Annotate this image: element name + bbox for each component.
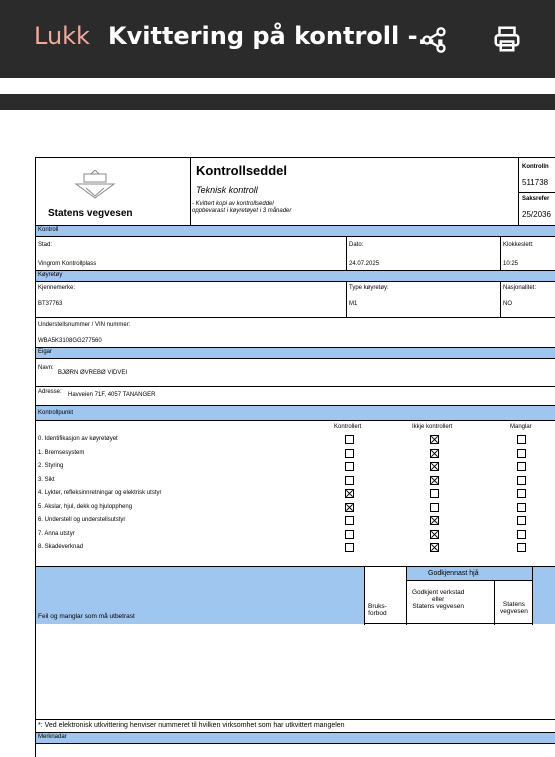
- kontrollpunkt-label: 6. Understell og understellsutstyr: [38, 517, 126, 523]
- print-icon[interactable]: [492, 24, 522, 54]
- kjennemerke-label: Kjennemerke:: [38, 285, 76, 291]
- checkbox-manglar: [517, 516, 526, 525]
- checkbox-manglar: [517, 489, 526, 498]
- section-kontrollpunkt: [36, 406, 555, 421]
- footnote-row: [36, 720, 555, 733]
- kontrollpunkt-label: 7. Anna utstyr: [38, 530, 75, 537]
- vin-label: Understellsnummer / VIN nummer:: [38, 322, 131, 328]
- saksreferanse-label: Saksrefer: [522, 196, 550, 202]
- section-kontroll-title: Kontroll: [38, 227, 59, 233]
- col-manglar: Manglar: [510, 424, 532, 430]
- kontrollpunkt-label: 3. Sikt: [38, 476, 55, 483]
- share-icon[interactable]: [420, 26, 448, 54]
- kontroll-row: [36, 237, 555, 271]
- section-koyretoy: [36, 271, 555, 282]
- type-koyretoy-value: M1: [349, 301, 358, 307]
- section-koyretoy-title: Køyretøy: [38, 272, 63, 278]
- kontrollpunkt-label: 5. Akslar, hjul, dekk og hjuloppheng: [38, 503, 133, 510]
- checkbox-manglar: [517, 476, 526, 485]
- statens-label: Statens vegvesen: [500, 601, 528, 615]
- checkbox-kontrollert: [345, 435, 354, 444]
- checkbox-ikke: [430, 462, 439, 471]
- section-eigar: [36, 348, 555, 359]
- dato-label: Dato:: [349, 242, 364, 248]
- checkbox-kontrollert: [345, 543, 354, 552]
- col-ikke-kontrollert: Ikkje kontrollert: [412, 424, 453, 430]
- checkbox-manglar: [517, 503, 526, 512]
- kontrollpunkt-table: [36, 421, 555, 566]
- koyretoy-row: [36, 282, 555, 318]
- adresse-label: Adresse:: [38, 389, 62, 395]
- klokkeslett-label: Klokkeslett:: [503, 242, 534, 248]
- kontrollpunkt-label: 0. Identifikasjon av køyretøyet: [38, 436, 118, 442]
- checkbox-kontrollert: [345, 489, 354, 498]
- saksreferanse-value: 25/2036: [522, 210, 551, 219]
- checkbox-kontrollert: [345, 476, 354, 485]
- klokkeslett-value: 10:25: [503, 261, 519, 267]
- checkbox-manglar: [517, 543, 526, 552]
- checkbox-ikke: [430, 476, 439, 485]
- feil-label: Feil og manglar som må utbetrast: [38, 613, 135, 620]
- section-merknadar: [36, 733, 555, 744]
- dato-value: 24.07.2025: [349, 261, 380, 267]
- kontrollpunkt-label: 1. Bremsesystem: [38, 449, 85, 456]
- feil-header: [36, 566, 555, 624]
- document-heading: Kontrollseddel: [196, 163, 288, 178]
- checkbox-kontrollert: [345, 449, 354, 458]
- logo-text: Statens vegvesen: [48, 208, 133, 219]
- kontrollpunkt-label: 2. Styring: [38, 463, 64, 469]
- eigar-adresse-row: [36, 387, 555, 406]
- nasjonalitet-value: NO: [503, 301, 512, 307]
- kontrollnummer-value: 511738: [522, 178, 549, 187]
- kontrollpunkt-label: 8. Skadeverknad: [38, 544, 84, 550]
- nasjonalitet-label: Nasjonalitet:: [503, 285, 537, 291]
- checkbox-manglar: [517, 530, 526, 539]
- section-eigar-title: Eigar: [38, 349, 53, 355]
- checkbox-ikke: [430, 489, 439, 498]
- kontrollpunkt-label: 4. Lykter, refleksinnretningar og elektrisk utstyr: [38, 490, 162, 496]
- bruksforbod-label: Bruks- forbod: [368, 603, 387, 617]
- checkbox-ikke: [430, 449, 439, 458]
- document-header: [36, 158, 555, 226]
- godkjennast-label: Godkjennast hjå: [428, 570, 479, 577]
- checkbox-ikke: [430, 516, 439, 525]
- eigar-navn-row: [36, 359, 555, 387]
- col-kontrollert: Kontrollert: [334, 424, 362, 430]
- document-note-2: oppbevarast i køyretøyet i 3 månader: [192, 208, 292, 214]
- vin-value: WBA5K3108GG277560: [38, 338, 102, 344]
- checkbox-kontrollert: [345, 503, 354, 512]
- top-app-bar: [0, 0, 555, 78]
- navn-value: BJØRN ØVREBØ VIDVEI: [58, 370, 128, 376]
- checkbox-ikke: [430, 530, 439, 539]
- page-title: Kvittering på kontroll -...: [108, 22, 445, 50]
- kjennemerke-value: BT37763: [38, 301, 63, 307]
- adresse-value: Havveien 71F, 4057 TANANGER: [68, 392, 156, 398]
- footnote: *: Ved elektronisk utkvittering henviser nummeret til hvilken virksomhet som har utkvittert mangelen: [38, 722, 345, 729]
- checkbox-ikke: [430, 543, 439, 552]
- checkbox-manglar: [517, 449, 526, 458]
- checkbox-ikke: [430, 435, 439, 444]
- document-subheading: Teknisk kontroll: [196, 185, 258, 195]
- section-merknadar-title: Merknadar: [38, 734, 67, 740]
- checkbox-kontrollert: [345, 462, 354, 471]
- stad-value: Vingrom Kontrollplass: [38, 261, 97, 267]
- close-button[interactable]: Lukk: [34, 22, 90, 50]
- verkstad-label: Godkjent verkstad eller Statens vegvesen: [412, 589, 465, 610]
- previous-page-edge: [0, 94, 555, 110]
- checkbox-kontrollert: [345, 530, 354, 539]
- stad-label: Stad:: [38, 242, 53, 248]
- kontrollnummer-label: Kontrolln: [522, 164, 549, 170]
- feil-body: [36, 624, 555, 720]
- navn-label: Navn:: [38, 365, 54, 371]
- statens-vegvesen-logo-icon: [74, 170, 116, 200]
- spacer: [0, 78, 555, 94]
- section-kontrollpunkt-title: Kontrollpunkt: [38, 410, 74, 416]
- checkbox-manglar: [517, 462, 526, 471]
- checkbox-kontrollert: [345, 516, 354, 525]
- checkbox-manglar: [517, 435, 526, 444]
- type-koyretoy-label: Type køyretøy:: [349, 285, 389, 291]
- document-note-1: - Kvittert kopi av kontrollseddel: [192, 201, 274, 207]
- section-kontroll: [36, 226, 555, 237]
- checkbox-ikke: [430, 503, 439, 512]
- kontrollseddel-document: [35, 157, 555, 757]
- vin-row: [36, 318, 555, 348]
